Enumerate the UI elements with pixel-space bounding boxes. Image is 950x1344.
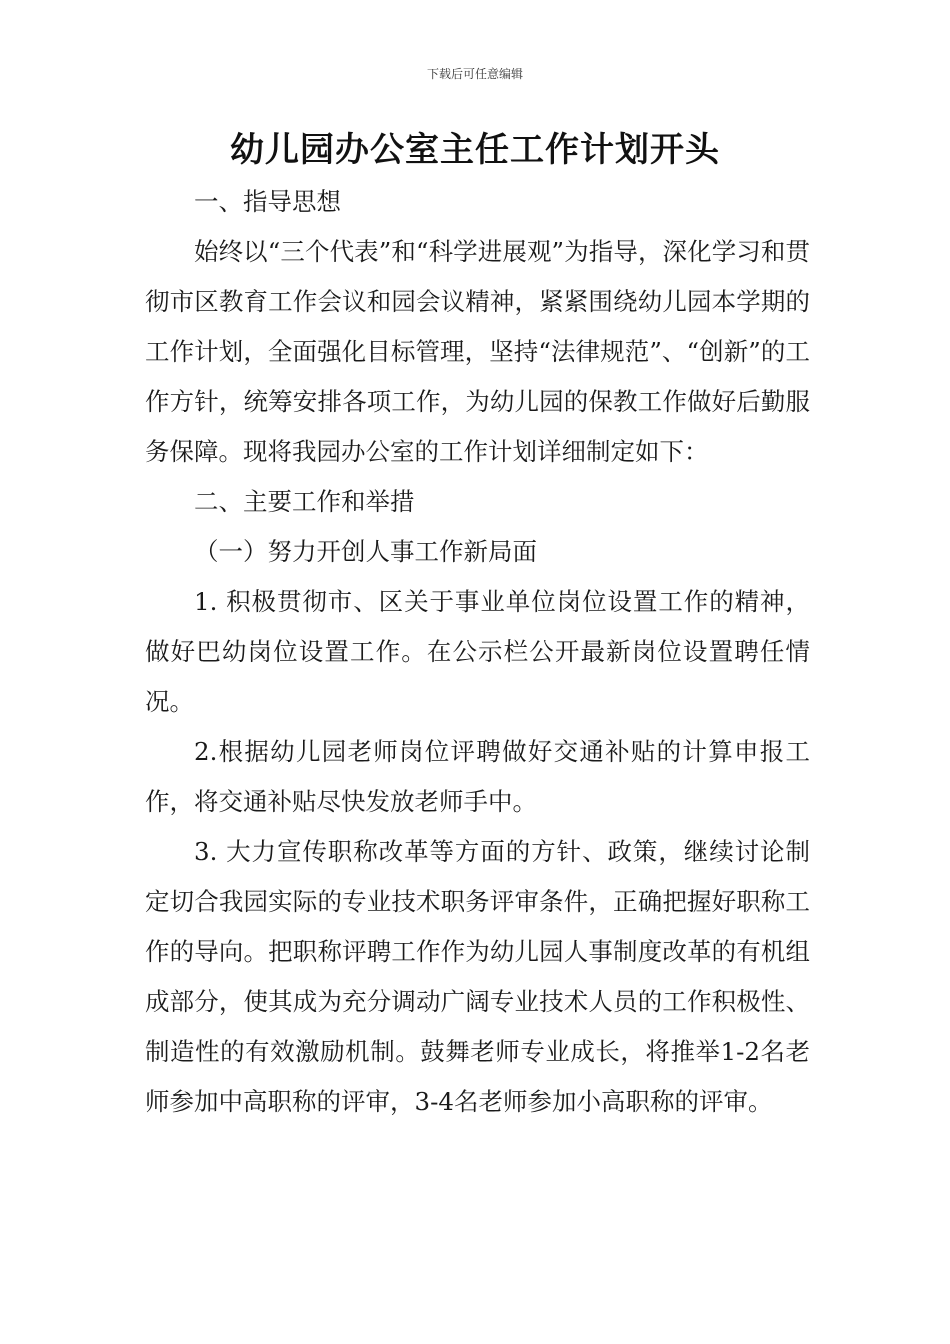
paragraph-guiding-ideology: 始终以“三个代表”和“科学进展观”为指导，深化学习和贯彻市区教育工作会议和园会议精神，紧紧围绕幼儿园本学期的工作计划，全面强化目标管理，坚持“法律规范”、“创新”的工作方针，统筹安排各项工作，为幼儿园的保教工作做好后勤服务保障。现将我园办公室的工作计划详细制定如下： — [145, 237, 810, 466]
list-item-2: 2.根据幼儿园老师岗位评聘做好交通补贴的计算申报工作，将交通补贴尽快发放老师手中。 — [145, 737, 810, 816]
section-heading-main-work: 二、主要工作和举措 — [194, 487, 415, 516]
section-heading-guiding-ideology: 一、指导思想 — [194, 187, 341, 216]
document-body — [145, 177, 810, 1127]
header-note: 下载后可任意编辑 — [426, 67, 523, 81]
subsection-heading-personnel: （一）努力开创人事工作新局面 — [194, 537, 537, 566]
list-item-3: 3. 大力宣传职称改革等方面的方针、政策，继续讨论制定切合我园实际的专业技术职务评审条件，正确把握好职称工作的导向。把职称评聘工作作为幼儿园人事制度改革的有机组成部分，使其成为充分调动广阔专业技术人员的工作积极性、制造性的有效激励机制。鼓舞老师专业成长，将推举1-2名老师参加中高职称的评审，3-4名老师参加小高职称的评审。 — [145, 837, 810, 1116]
document-title: 幼儿园办公室主任工作计划开头 — [230, 130, 720, 170]
list-item-1: 1. 积极贯彻市、区关于事业单位岗位设置工作的精神，做好巴幼岗位设置工作。在公示栏公开最新岗位设置聘任情况。 — [145, 587, 810, 716]
